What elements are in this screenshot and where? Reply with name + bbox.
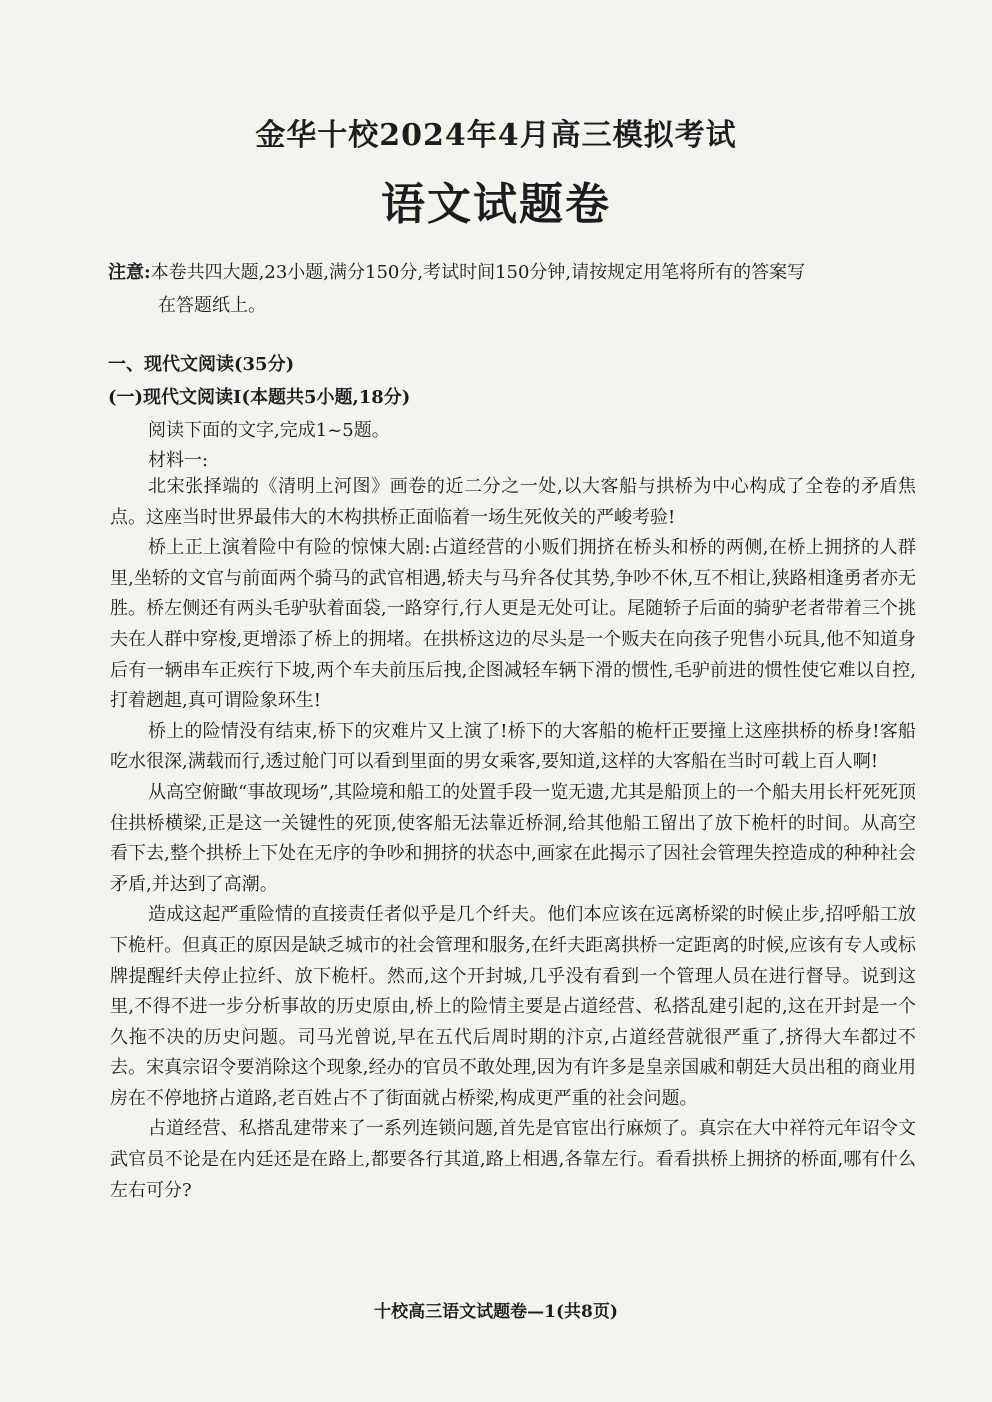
reading-instruction: 阅读下面的文字,完成1~5题。 — [148, 420, 390, 441]
notice-text-line2: 在答题纸上。 — [158, 295, 266, 316]
paragraph: 北宋张择端的《清明上河图》画卷的近二分之一处,以大客船与拱桥为中心构成了全卷的矛盾焦点。这座当时世界最伟大的木构拱桥正面临着一场生死攸关的严峻考验! — [110, 476, 916, 528]
notice-block — [108, 256, 928, 322]
material-label: 材料一: — [148, 450, 209, 471]
subsection-heading: (一)现代文阅读Ⅰ(本题共5小题,18分) — [108, 387, 411, 408]
section-heading: 一、现代文阅读(35分) — [108, 354, 295, 375]
paragraph: 从高空俯瞰“事故现场”,其险境和船工的处置手段一览无遗,尤其是船顶上的一个船夫用长杆死死顶住拱桥横梁,正是这一关键性的死顶,使客船无法靠近桥洞,给其他船工留出了放下桅杆的时间。从高空看下去,整个拱桥上下处在无序的争吵和拥挤的状态中,画家在此揭示了因社会管理失控造成的种种社会矛盾,并达到了高潮。 — [110, 781, 916, 895]
notice-text-line1: 本卷共四大题,23小题,满分150分,考试时间150分钟,请按规定用笔将所有的答案写 — [150, 262, 806, 283]
paragraph: 桥上正上演着险中有险的惊悚大剧:占道经营的小贩们拥挤在桥头和桥的两侧,在桥上拥挤的人群里,坐轿的文官与前面两个骑马的武官相遇,轿夫与马弁各仗其势,争吵不休,互不相让,狭路相逢勇者亦无胜。桥左侧还有两头毛驴驮着面袋,一路穿行,行人更是无处可让。尾随轿子后面的骑驴老者带着三个挑夫在人群中穿梭,更增添了桥上的拥堵。在拱桥这边的尽头是一个贩夫在向孩子兜售小玩具,他不知道身后有一辆串车正疾行下坡,两个车夫前压后拽,企图减轻车辆下滑的惯性,毛驴前进的惯性使它难以自控,打着趔趄,真可谓险象环生! — [110, 537, 916, 712]
page-footer: 十校高三语文试题卷—1(共8页) — [374, 1302, 618, 1322]
passage-body — [110, 472, 916, 1206]
paragraph: 桥上的险情没有结束,桥下的灾难片又上演了!桥下的大客船的桅杆正要撞上这座拱桥的桥身!客船吃水很深,满载而行,透过舱门可以看到里面的男女乘客,要知道,这样的大客船在当时可载上百人啊! — [110, 720, 916, 773]
exam-subtitle: 语文试题卷 — [381, 179, 611, 230]
paragraph: 造成这起严重险情的直接责任者似乎是几个纤夫。他们本应该在远离桥梁的时候止步,招呼船工放下桅杆。但真正的原因是缺乏城市的社会管理和服务,在纤夫距离拱桥一定距离的时候,应该有专人或标牌提醒纤夫停止拉纤、放下桅杆。然而,这个开封城,几乎没有看到一个管理人员在进行督导。说到这里,不得不进一步分析事故的历史原由,桥上的险情主要是占道经营、私搭乱建引起的,这在开封是一个久拖不决的历史问题。司马光曾说,早在五代后周时期的汴京,占道经营就很严重了,挤得大车都过不去。宋真宗诏令要消除这个现象,经办的官员不敢处理,因为有许多是皇亲国戚和朝廷大员出租的商业用房在不停地挤占道路,老百姓占不了街面就占桥梁,构成更严重的社会问题。 — [110, 904, 916, 1109]
paragraph: 占道经营、私搭乱建带来了一系列连锁问题,首先是官宦出行麻烦了。真宗在大中祥符元年诏令文武官员不论是在内廷还是在路上,都要各行其道,路上相遇,各靠左行。看看拱桥上拥挤的桥面,哪有什么左右可分? — [110, 1118, 916, 1201]
exam-title: 金华十校2024年4月高三模拟考试 — [255, 118, 737, 153]
notice-label: 注意: — [108, 262, 151, 283]
